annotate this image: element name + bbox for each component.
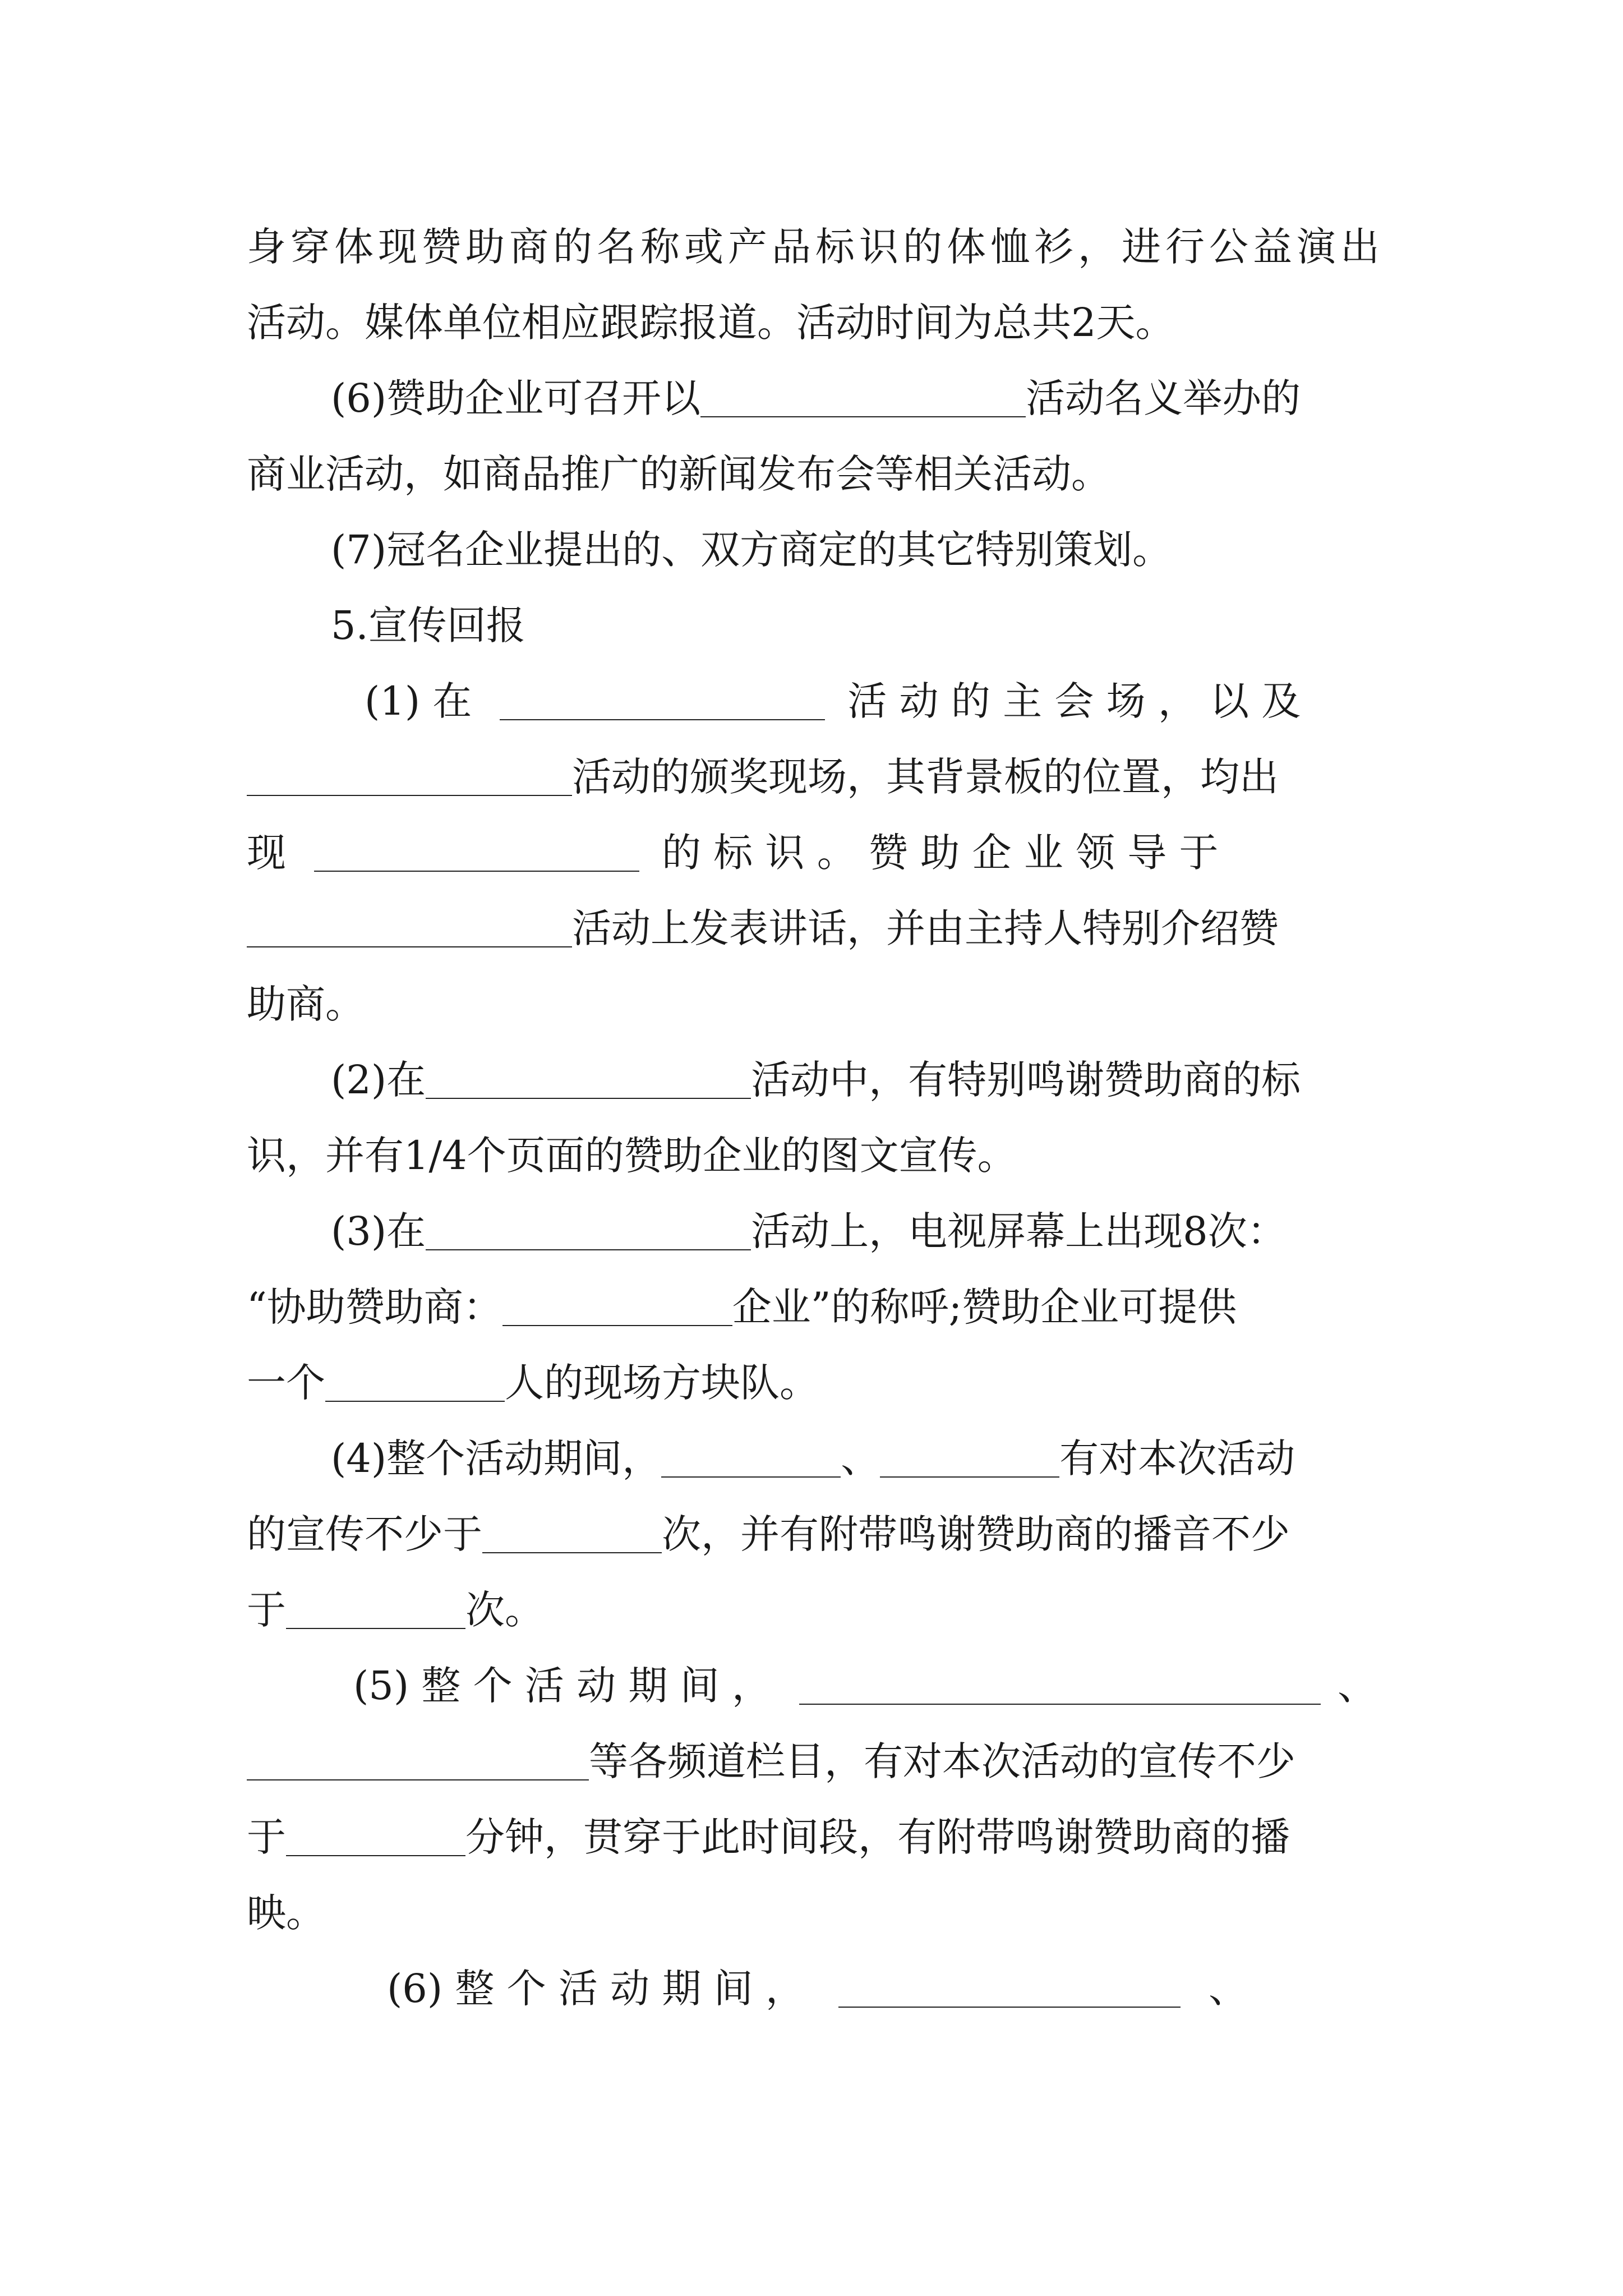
text-run: 活动。媒体单位相应跟踪报道。活动时间为总共2天。 [247, 300, 1175, 346]
fill-blank [799, 1670, 1321, 1705]
text-run: (4)整个活动期间， [331, 1435, 662, 1481]
text-run: 、 [841, 1435, 880, 1481]
paragraph-line [247, 1722, 1380, 1801]
paragraph-line [247, 208, 1380, 286]
list-item [331, 1041, 1380, 1119]
text-run: 次。 [465, 1587, 544, 1633]
fill-blank [247, 1746, 589, 1780]
list-item [331, 1419, 1380, 1498]
text-run: 映。 [247, 1890, 325, 1936]
text-run: 活动的颁奖现场，其背景板的位置，均出 [572, 754, 1279, 800]
text-run: 于 [247, 1814, 286, 1860]
text-run: (3)在 [331, 1208, 426, 1254]
section-heading [331, 586, 1380, 665]
text-run: (5) 整 个 活 动 期 间 ， [353, 1663, 771, 1709]
fill-blank [286, 1594, 465, 1629]
text-run: (2)在 [331, 1057, 426, 1103]
text-run: “协助赞助商： [247, 1284, 502, 1330]
text-run: (6) 整 个 活 动 期 间 ， [387, 1966, 805, 2012]
text-run: (1) 在 [365, 678, 472, 724]
text-run: 活 动 的 主 会 场 ， 以 及 [847, 678, 1301, 724]
text-run: 活动上发表讲话，并由主持人特别介绍赞 [572, 905, 1279, 951]
list-item [387, 1949, 1380, 2028]
fill-blank [426, 1216, 751, 1250]
text-run: 识，并有1/4个页面的赞助企业的图文宣传。 [247, 1133, 1017, 1179]
text-run: (7)冠名企业提出的、双方商定的其它特别策划。 [331, 527, 1172, 573]
paragraph-line [247, 1343, 1380, 1422]
fill-blank [482, 1519, 662, 1553]
text-run: 、 [1208, 1966, 1248, 2012]
paragraph-line [247, 283, 1380, 362]
text-run: 商业活动，如商品推广的新闻发布会等相关活动。 [247, 451, 1110, 497]
text-run: (6)赞助企业可召开以 [331, 375, 701, 421]
fill-blank [247, 913, 572, 947]
list-item [331, 1192, 1380, 1271]
fill-blank [700, 383, 1026, 417]
fill-blank [247, 761, 572, 796]
text-run: 一个 [247, 1360, 325, 1406]
text-run: 活动名义举办的 [1026, 375, 1301, 421]
text-run: 的 标 识 。 赞 助 企 业 领 导 于 [662, 830, 1219, 876]
paragraph-line [247, 1116, 1380, 1195]
text-run: 等各频道栏目，有对本次活动的宣传不少 [589, 1738, 1295, 1784]
text-run: 5.宣传回报 [331, 602, 525, 648]
text-run: 活动上，电视屏幕上出现8次： [751, 1208, 1287, 1254]
fill-blank [838, 1973, 1181, 2008]
text-run: 于 [247, 1587, 286, 1633]
text-run: 、 [1337, 1663, 1377, 1709]
paragraph-line [247, 813, 1380, 892]
paragraph-line [247, 1798, 1380, 1876]
fill-blank [325, 1367, 505, 1402]
text-run: 次，并有附带鸣谢赞助商的播音不少 [662, 1511, 1290, 1557]
text-run: 企业”的称呼;赞助企业可提供 [732, 1284, 1237, 1330]
paragraph-line [247, 435, 1380, 513]
text-run: 的宣传不少于 [247, 1511, 482, 1557]
paragraph-line [247, 1268, 1380, 1346]
list-item [365, 662, 1380, 740]
list-item [331, 510, 1380, 589]
text-run: 分钟，贯穿于此时间段，有附带鸣谢赞助商的播 [465, 1814, 1290, 1860]
fill-blank [880, 1443, 1059, 1478]
paragraph-line [247, 1571, 1380, 1649]
paragraph-line [247, 965, 1380, 1043]
fill-blank [426, 1064, 751, 1099]
paragraph-line [247, 889, 1380, 968]
fill-blank [286, 1821, 465, 1856]
text-run: 人的现场方块队。 [505, 1360, 819, 1406]
text-run: 活动中，有特别鸣谢赞助商的标 [751, 1057, 1301, 1103]
list-item [353, 1646, 1380, 1725]
text-run: 助商。 [247, 981, 365, 1027]
text-run: 身穿体现赞助商的名称或产品标识的体恤衫，进行公益演出 [247, 224, 1380, 270]
paragraph-line [247, 738, 1380, 816]
list-item [331, 359, 1380, 438]
fill-blank [500, 685, 825, 720]
text-run: 现 [247, 830, 286, 876]
paragraph-line [247, 1874, 1380, 1952]
fill-blank [314, 837, 639, 872]
fill-blank [661, 1443, 841, 1478]
paragraph-line [247, 1495, 1380, 1573]
fill-blank [502, 1291, 732, 1326]
text-run: 有对本次活动 [1059, 1435, 1295, 1481]
